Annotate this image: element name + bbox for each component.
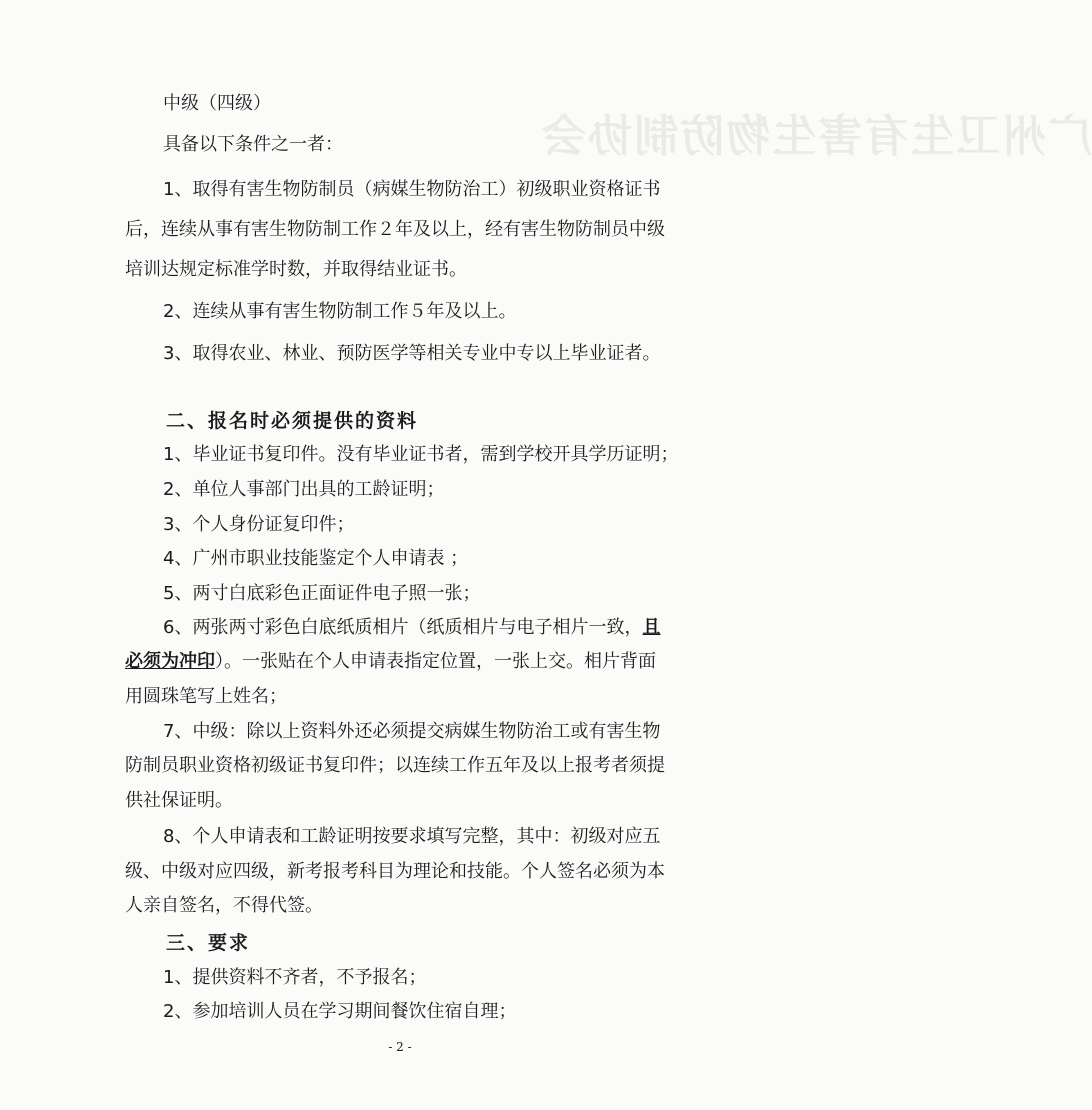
- section-3-item: 1、提供资料不齐者，不予报名；: [163, 967, 427, 988]
- section-2-item-cont: 级、中级对应四级，新考报考科目为理论和技能。个人签名必须为本: [125, 861, 665, 882]
- section-2-item-6-cont: 用圆珠笔写上姓名；: [125, 686, 287, 707]
- item-6-text: 6、两张两寸彩色白底纸质相片（纸质相片与电子相片一致，: [163, 617, 643, 638]
- item-6-emphasis: 必须为冲印: [125, 651, 215, 672]
- conditions-intro: 具备以下条件之一者：: [163, 134, 343, 155]
- condition-line: 1、取得有害生物防制员（病媒生物防治工）初级职业资格证书: [163, 179, 661, 200]
- section-2-item: 7、中级：除以上资料外还必须提交病媒生物防治工或有害生物: [163, 721, 661, 742]
- item-6-emphasis: 且: [642, 617, 661, 638]
- section-2-item-cont: 防制员职业资格初级证书复印件；以连续工作五年及以上报考者须提: [125, 755, 665, 776]
- section-2-item: 4、广州市职业技能鉴定个人申请表 ；: [163, 548, 469, 569]
- bleed-through-text: 广州卫生有害生物防制协会: [540, 111, 1092, 162]
- section-2-item-cont: 人亲自签名，不得代签。: [125, 895, 323, 916]
- level-title: 中级（四级）: [163, 93, 271, 114]
- condition-line: 3、取得农业、林业、预防医学等相关专业中专以上毕业证者。: [163, 343, 661, 364]
- condition-line: 2、连续从事有害生物防制工作５年及以上。: [163, 301, 517, 322]
- section-2-item-cont: 供社保证明。: [125, 790, 233, 811]
- section-2-item: 8、个人申请表和工龄证明按要求填写完整，其中：初级对应五: [163, 826, 661, 847]
- page-number: - 2 -: [388, 1040, 412, 1054]
- section-3-title: 三、要求: [166, 932, 251, 954]
- section-2-item: 2、单位人事部门出具的工龄证明；: [163, 479, 445, 500]
- section-2-item-6-cont: [125, 650, 656, 674]
- item-6-text: ）。一张贴在个人申请表指定位置，一张上交。相片背面: [215, 651, 656, 672]
- condition-line: 后，连续从事有害生物防制工作２年及以上，经有害生物防制员中级: [125, 219, 665, 240]
- section-2-item: 3、个人身份证复印件；: [163, 514, 355, 535]
- section-3-item: 2、参加培训人员在学习期间餐饮住宿自理；: [163, 1001, 517, 1022]
- section-2-item: 5、两寸白底彩色正面证件电子照一张；: [163, 583, 481, 604]
- section-2-item-6: [163, 616, 660, 640]
- section-2-item: 1、毕业证书复印件。没有毕业证书者，需到学校开具学历证明；: [163, 444, 679, 465]
- condition-line: 培训达规定标准学时数，并取得结业证书。: [125, 259, 467, 280]
- section-2-title: 二、报名时必须提供的资料: [166, 410, 419, 432]
